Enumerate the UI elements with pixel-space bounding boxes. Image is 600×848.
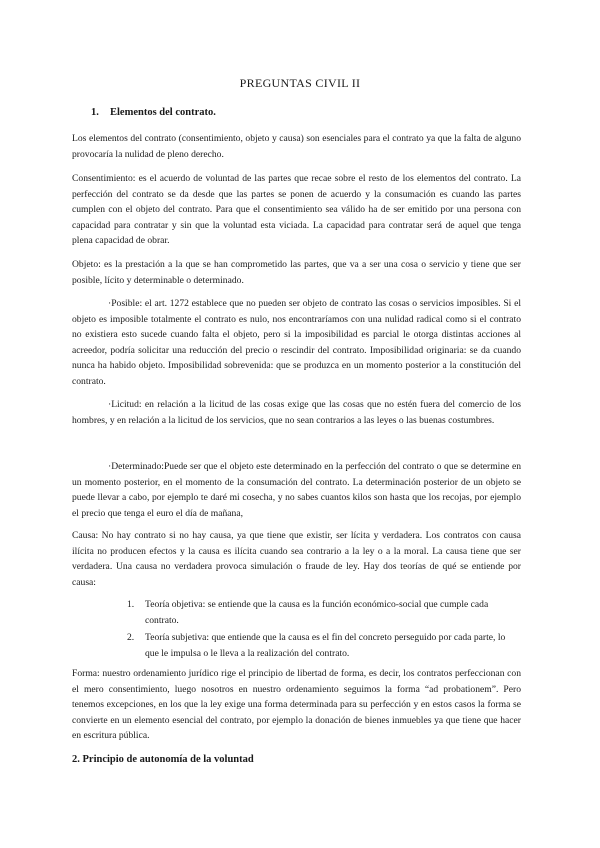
section-1-heading (91, 107, 216, 118)
teorias-list (72, 597, 521, 663)
page-title: PREGUNTAS CIVIL II (239, 76, 361, 90)
list-item-text: Teoría subjetiva: que entiende que la causa es el fin del concreto perseguido por cada parte, lo que le impulsa o le lleva a la realización del contrato. (145, 632, 506, 659)
list-item-number: 1. (127, 599, 135, 610)
list-item-number: 2. (127, 632, 135, 644)
section-1-title: Elementos del contrato. (110, 107, 216, 118)
section-2-heading: 2. Principio de autonomía de la voluntad (72, 754, 254, 765)
paragraph-licitud: ·Licitud: en relación a la licitud de las cosas exige que las cosas que no estén fuera del comercio de los hombres, y en relación a la licitud de los servicios, que no sean contrarios a las leyes o las buenas costumbres. (72, 399, 521, 426)
paragraph-forma: Forma: nuestro ordenamiento jurídico rige el principio de libertad de forma, es decir, los contratos perfeccionan con el mero consentimiento, luego nosotros en nuestro ordenamiento seguimos la forma “ad probationem”. Pero tenemos excepciones, en los que la ley exige una forma determinada para su perfección y en estos casos la forma se convierte en un elemento esencial del contrato, por ejemplo la donación de bienes inmuebles ya que tiene que hacer en escritura pública. (72, 668, 521, 742)
paragraph-intro: Los elementos del contrato (consentimiento, objeto y causa) son esenciales para el contrato ya que la falta de alguno provocaría la nulidad de pleno derecho. (72, 133, 521, 160)
paragraph-objeto: Objeto: es la prestación a la que se han comprometido las partes, que va a ser una cosa o servicio y tiene que ser posible, lícito y determinable o determinado. (72, 259, 521, 286)
section-1-number: 1. (91, 107, 99, 118)
paragraph-causa: Causa: No hay contrato si no hay causa, ya que tiene que existir, ser lícita y verdadera. Los contratos con causa ilícita no producen efectos y la causa es ilícita cuando sea contrario a la ley o a la moral. La causa tiene que ser verdadera. Una causa no verdadera provoca simulación o fraude de ley. Hay dos teorías de qué se entiende por causa: (72, 530, 521, 588)
paragraph-posible: ·Posible: el art. 1272 establece que no pueden ser objeto de contrato las cosas o servicios imposibles. Si el objeto es imposible totalmente el contrato es nulo, nos encontraríamos con una nulidad radical como si el contrato no existiera esto sucede cuando falta el objeto, pero si la imposibilidad es parcial le otorga distintas acciones al acreedor, podría solicitar una reducción del precio o rescindir del contrato. Imposibilidad originaria: se da cuando nunca ha habido objeto. Imposibilidad sobrevenida: que se produzca en un momento posterior a la constitución del contrato. (72, 298, 521, 387)
paragraph-determinado: ·Determinado:Puede ser que el objeto este determinado en la perfección del contrato o que se determine en un momento posterior, en el momento de la consumación del contrato. La determinación posterior de un objeto se puede llevar a cabo, por ejemplo te daré mi cosecha, y no sabes cuantos kilos son hasta que los recojas, por ejemplo el precio que tenga el euro el día de mañana, (72, 461, 521, 519)
list-item-text: Teoría objetiva: se entiende que la causa es la función económico-social que cumple cada contrato. (145, 599, 489, 626)
list-item (72, 630, 521, 661)
paragraph-consentimiento: Consentimiento: es el acuerdo de voluntad de las partes que recae sobre el resto de los elementos del contrato. La perfección del contrato se da desde que las partes se ponen de acuerdo y la consumación es cuando las partes cumplen con el objeto del contrato. Para que el consentimiento sea válido ha de ser emitido por una persona con capacidad para contratar y sin que la voluntad esta viciada. La capacidad para contratar será de aquel que tenga plena capacidad de obrar. (72, 173, 521, 247)
list-item (72, 597, 521, 628)
